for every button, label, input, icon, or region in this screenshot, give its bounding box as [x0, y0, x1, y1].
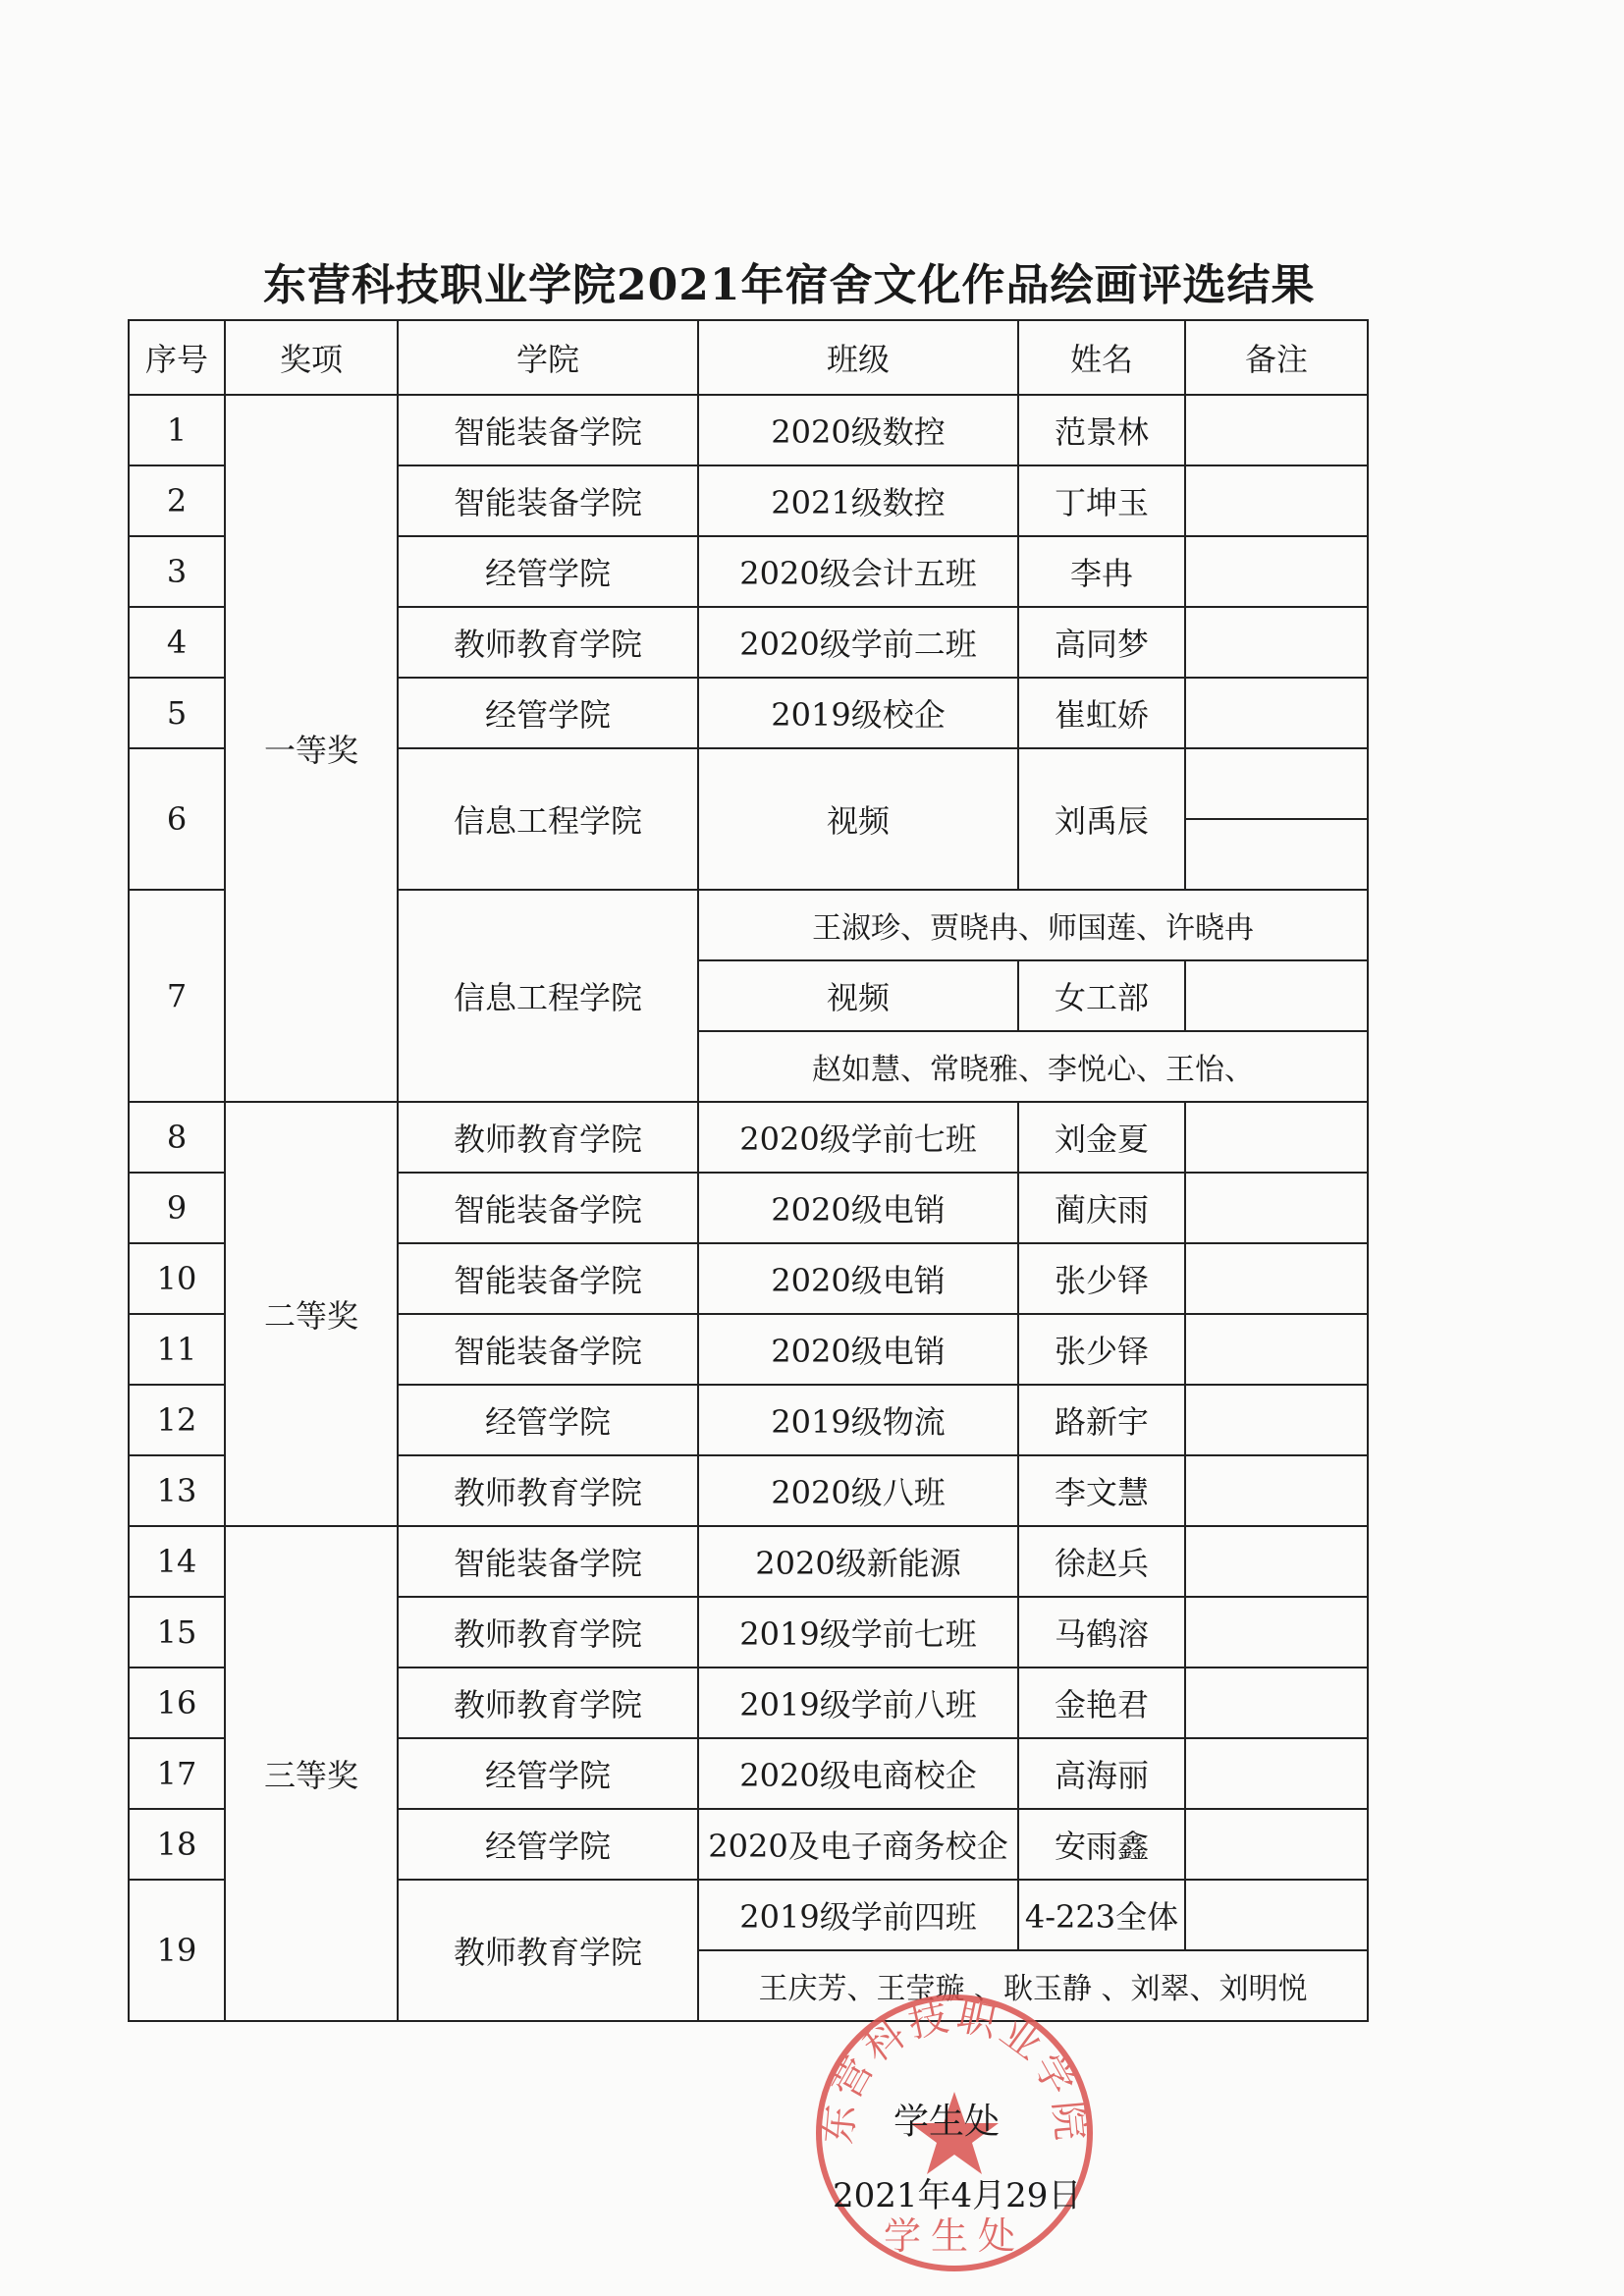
svg-text:东营科技职业学院: 东营科技职业学院: [815, 1994, 1094, 2147]
cell-remark: [1185, 1809, 1368, 1880]
cell-remark: [1185, 748, 1368, 819]
cell-name: 李冉: [1018, 536, 1185, 607]
cell-remark: [1185, 1526, 1368, 1597]
cell-class: 2020级电销: [698, 1314, 1018, 1385]
cell-group-names: 王淑珍、贾晓冉、师国莲、许晓冉: [698, 890, 1368, 960]
cell-remark: [1185, 536, 1368, 607]
cell-name: 徐赵兵: [1018, 1526, 1185, 1597]
cell-class: 2019级学前四班: [698, 1880, 1018, 1950]
cell-class: 2020级电销: [698, 1173, 1018, 1243]
cell-group-names: 王庆芳、王莹璇 、耿玉静 、刘翠、刘明悦: [698, 1950, 1368, 2021]
cell-college: 智能装备学院: [398, 1243, 698, 1314]
cell-remark: [1185, 1667, 1368, 1738]
cell-class: 2019级学前七班: [698, 1597, 1018, 1667]
cell-no: 8: [129, 1102, 225, 1173]
col-header-name: 姓名: [1018, 320, 1185, 395]
cell-class: 2020级电销: [698, 1243, 1018, 1314]
table-row: [129, 395, 1368, 465]
cell-college: 教师教育学院: [398, 1880, 698, 2021]
cell-college: 教师教育学院: [398, 1667, 698, 1738]
cell-college: 教师教育学院: [398, 1102, 698, 1173]
cell-no: 4: [129, 607, 225, 678]
cell-class: 视频: [698, 748, 1018, 890]
cell-no: 2: [129, 465, 225, 536]
cell-college: 经管学院: [398, 536, 698, 607]
cell-no: 1: [129, 395, 225, 465]
award-first: 一等奖: [225, 395, 398, 1102]
cell-name: 路新宇: [1018, 1385, 1185, 1455]
cell-remark: [1185, 465, 1368, 536]
cell-no: 11: [129, 1314, 225, 1385]
cell-no: 10: [129, 1243, 225, 1314]
award-second: 二等奖: [225, 1102, 398, 1526]
cell-name: 刘禹辰: [1018, 748, 1185, 890]
cell-remark: [1185, 1597, 1368, 1667]
cell-class: 2019级学前八班: [698, 1667, 1018, 1738]
issuer-label: 学生处: [893, 2102, 1001, 2142]
cell-college: 智能装备学院: [398, 1173, 698, 1243]
cell-remark: [1185, 1738, 1368, 1809]
cell-no: 15: [129, 1597, 225, 1667]
cell-no: 18: [129, 1809, 225, 1880]
cell-remark: [1185, 607, 1368, 678]
cell-class: 2020级会计五班: [698, 536, 1018, 607]
cell-class: 2021级数控: [698, 465, 1018, 536]
cell-class: 2020级电商校企: [698, 1738, 1018, 1809]
cell-remark: [1185, 1880, 1368, 1950]
cell-no: 9: [129, 1173, 225, 1243]
cell-college: 经管学院: [398, 1738, 698, 1809]
cell-college: 智能装备学院: [398, 465, 698, 536]
col-header-class: 班级: [698, 320, 1018, 395]
cell-remark: [1185, 1243, 1368, 1314]
cell-remark: [1185, 1314, 1368, 1385]
cell-name: 高同梦: [1018, 607, 1185, 678]
cell-remark: [1185, 960, 1368, 1031]
cell-no: 3: [129, 536, 225, 607]
cell-college: 信息工程学院: [398, 890, 698, 1102]
cell-college: 经管学院: [398, 678, 698, 748]
cell-name: 蔺庆雨: [1018, 1173, 1185, 1243]
cell-name: 安雨鑫: [1018, 1809, 1185, 1880]
cell-remark: [1185, 1102, 1368, 1173]
cell-no: 6: [129, 748, 225, 890]
cell-college: 智能装备学院: [398, 1526, 698, 1597]
cell-remark: [1185, 819, 1368, 890]
cell-name: 范景林: [1018, 395, 1185, 465]
col-header-award: 奖项: [225, 320, 398, 395]
cell-remark: [1185, 1173, 1368, 1243]
cell-no: 19: [129, 1880, 225, 2021]
cell-class: 2020级学前七班: [698, 1102, 1018, 1173]
svg-text:学生处: 学生处: [883, 2214, 1026, 2258]
cell-name: 4-223全体: [1018, 1880, 1185, 1950]
cell-name: 李文慧: [1018, 1455, 1185, 1526]
col-header-college: 学院: [398, 320, 698, 395]
cell-no: 7: [129, 890, 225, 1102]
cell-remark: [1185, 1455, 1368, 1526]
page-title: 东营科技职业学院2021年宿舍文化作品绘画评选结果: [263, 260, 1316, 310]
cell-name: 金艳君: [1018, 1667, 1185, 1738]
cell-no: 12: [129, 1385, 225, 1455]
cell-no: 5: [129, 678, 225, 748]
cell-no: 17: [129, 1738, 225, 1809]
cell-remark: [1185, 678, 1368, 748]
cell-name: 女工部: [1018, 960, 1185, 1031]
cell-name: 丁坤玉: [1018, 465, 1185, 536]
cell-name: 张少铎: [1018, 1314, 1185, 1385]
cell-college: 经管学院: [398, 1809, 698, 1880]
cell-class: 2019级校企: [698, 678, 1018, 748]
cell-college: 智能装备学院: [398, 395, 698, 465]
cell-college: 教师教育学院: [398, 1455, 698, 1526]
issue-date: 2021年4月29日: [833, 2176, 1082, 2215]
cell-name: 刘金夏: [1018, 1102, 1185, 1173]
cell-no: 13: [129, 1455, 225, 1526]
cell-class: 视频: [698, 960, 1018, 1031]
cell-class: 2020级新能源: [698, 1526, 1018, 1597]
cell-college: 教师教育学院: [398, 607, 698, 678]
cell-college: 教师教育学院: [398, 1597, 698, 1667]
cell-class: 2020级学前二班: [698, 607, 1018, 678]
cell-name: 崔虹娇: [1018, 678, 1185, 748]
cell-class: 2020级八班: [698, 1455, 1018, 1526]
cell-remark: [1185, 1385, 1368, 1455]
cell-class: 2019级物流: [698, 1385, 1018, 1455]
cell-class: 2020级数控: [698, 395, 1018, 465]
cell-college: 智能装备学院: [398, 1314, 698, 1385]
award-third: 三等奖: [225, 1526, 398, 2021]
table-row: [129, 1102, 1368, 1173]
cell-name: 张少铎: [1018, 1243, 1185, 1314]
cell-name: 高海丽: [1018, 1738, 1185, 1809]
results-table: [128, 319, 1369, 2022]
col-header-no: 序号: [129, 320, 225, 395]
cell-college: 信息工程学院: [398, 748, 698, 890]
cell-remark: [1185, 395, 1368, 465]
cell-group-names: 赵如慧、常晓雅、李悦心、王怡、: [698, 1031, 1368, 1102]
cell-college: 经管学院: [398, 1385, 698, 1455]
cell-no: 16: [129, 1667, 225, 1738]
cell-name: 马鹤溶: [1018, 1597, 1185, 1667]
table-row: [129, 1526, 1368, 1597]
cell-no: 14: [129, 1526, 225, 1597]
cell-class: 2020及电子商务校企: [698, 1809, 1018, 1880]
col-header-remark: 备注: [1185, 320, 1368, 395]
table-header-row: [129, 320, 1368, 395]
